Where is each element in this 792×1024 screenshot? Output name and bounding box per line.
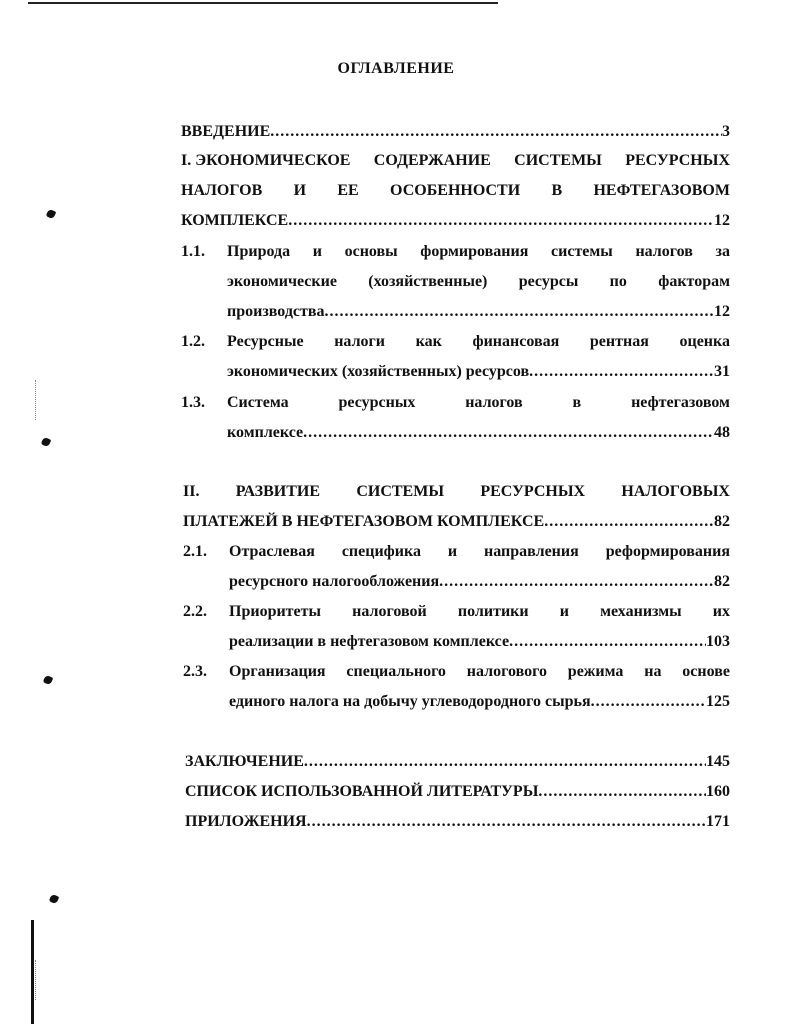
toc-entry-label: СПИСОК ИСПОЛЬЗОВАННОЙ ЛИТЕРАТУРЫ xyxy=(185,783,539,800)
word: основы xyxy=(344,243,398,260)
section-number: 2.2. xyxy=(183,603,207,620)
word: нефтегазовом xyxy=(631,394,730,411)
word: политики xyxy=(457,603,529,620)
word: специального xyxy=(346,663,446,680)
word: факторам xyxy=(658,273,730,290)
toc-entry-label: ПРИЛОЖЕНИЯ xyxy=(185,813,307,830)
word: Система xyxy=(227,394,289,411)
toc-page-number: 160 xyxy=(706,783,730,800)
toc-page-number: 125 xyxy=(706,693,730,710)
word: СИСТЕМЫ xyxy=(514,152,602,169)
toc-entry-label: ПЛАТЕЖЕЙ В НЕФТЕГАЗОВОМ КОМПЛЕКСЕ xyxy=(183,513,545,530)
word: НЕФТЕГАЗОВОМ xyxy=(593,182,730,199)
toc-section-2-3-line-2 xyxy=(229,692,730,712)
toc-section-2-3-line-1 xyxy=(229,662,730,682)
word: реформирования xyxy=(605,543,730,560)
leader-dots xyxy=(544,512,714,532)
scan-speck xyxy=(46,209,57,220)
toc-entry-label: ВВЕДЕНИЕ xyxy=(181,123,271,140)
toc-entry-label: ЗАКЛЮЧЕНИЕ xyxy=(185,753,304,770)
leader-dots xyxy=(325,302,714,322)
toc-page-number: 103 xyxy=(706,633,730,650)
leader-dots xyxy=(307,812,706,832)
word: системы xyxy=(551,243,613,260)
toc-entry-label: производства xyxy=(227,303,325,320)
word: механизмы xyxy=(600,603,682,620)
toc-section-1-3-line-1 xyxy=(227,393,730,413)
word: Ресурсные xyxy=(227,333,304,350)
toc-entry-introduction xyxy=(181,122,730,142)
word: налогового xyxy=(466,663,547,680)
word: I. ЭКОНОМИЧЕСКОЕ xyxy=(181,152,351,169)
scan-speck xyxy=(43,675,54,686)
toc-entry-references xyxy=(185,782,730,802)
word: налоги xyxy=(334,333,386,350)
toc-page-number: 48 xyxy=(714,424,730,441)
word: за xyxy=(715,243,730,260)
word: РАЗВИТИЕ xyxy=(235,483,320,500)
toc-entry-conclusion xyxy=(185,752,730,772)
word: И xyxy=(293,182,307,199)
scan-artifact xyxy=(35,960,37,1000)
word: рентная xyxy=(589,333,649,350)
scan-top-edge xyxy=(28,2,498,4)
toc-chapter-2-line-1 xyxy=(183,482,730,502)
leader-dots xyxy=(591,692,706,712)
toc-section-1-2-line-1 xyxy=(227,332,730,352)
toc-page-number: 12 xyxy=(714,212,730,229)
scan-speck xyxy=(41,437,52,448)
section-number: 1.2. xyxy=(181,333,205,350)
leader-dots xyxy=(529,362,714,382)
word: НАЛОГОВЫХ xyxy=(621,483,730,500)
toc-chapter-1-line-1 xyxy=(181,151,730,171)
word: Приоритеты xyxy=(229,603,321,620)
word: (хозяйственные) xyxy=(368,273,488,290)
toc-section-2-2-line-1 xyxy=(229,602,730,622)
word: формирования xyxy=(420,243,529,260)
word: ресурсных xyxy=(338,394,416,411)
leader-dots xyxy=(509,632,706,652)
toc-section-1-2-line-2 xyxy=(227,362,730,382)
word: ресурсы xyxy=(518,273,579,290)
toc-page-number: 82 xyxy=(714,573,730,590)
leader-dots xyxy=(303,423,714,443)
word: финансовая xyxy=(472,333,560,350)
word: и xyxy=(447,543,458,560)
word: ОСОБЕННОСТИ xyxy=(390,182,521,199)
toc-section-2-1-line-2 xyxy=(229,572,730,592)
word: НАЛОГОВ xyxy=(181,182,263,199)
scan-left-edge xyxy=(31,920,34,1024)
word: СОДЕРЖАНИЕ xyxy=(373,152,491,169)
word: на xyxy=(644,663,662,680)
toc-section-2-2-line-2 xyxy=(229,632,730,652)
page-title: ОГЛАВЛЕНИЕ xyxy=(337,60,455,77)
leader-dots xyxy=(538,782,706,802)
scan-speck xyxy=(49,894,60,905)
toc-page-number: 12 xyxy=(714,303,730,320)
word: экономические xyxy=(227,273,337,290)
word: II. xyxy=(183,483,200,500)
word: и xyxy=(312,243,322,260)
word: В xyxy=(551,182,563,199)
toc-section-1-3-line-2 xyxy=(227,423,730,443)
word: РЕСУРСНЫХ xyxy=(625,152,730,169)
word: оценка xyxy=(679,333,730,350)
toc-entry-label: реализации в нефтегазовом комплексе xyxy=(229,633,510,650)
word: специфика xyxy=(341,543,421,560)
word: Природа xyxy=(227,243,291,260)
word: режима xyxy=(567,663,624,680)
toc-entry-label: единого налога на добычу углеводородного сырья xyxy=(229,693,591,710)
word: основе xyxy=(682,663,730,680)
leader-dots xyxy=(304,752,706,772)
word: налоговой xyxy=(352,603,427,620)
toc-section-1-1-line-2 xyxy=(227,272,730,292)
toc-page-number: 31 xyxy=(714,363,730,380)
leader-dots xyxy=(270,122,722,142)
scan-artifact xyxy=(35,380,37,420)
toc-chapter-2-line-2 xyxy=(183,512,730,532)
toc-page-number: 3 xyxy=(722,123,730,140)
word: в xyxy=(572,394,582,411)
word: ЕЕ xyxy=(337,182,359,199)
word: СИСТЕМЫ xyxy=(356,483,445,500)
word: налогов xyxy=(635,243,693,260)
word: их xyxy=(712,603,730,620)
word: налогов xyxy=(465,394,523,411)
toc-section-2-1-line-1 xyxy=(229,542,730,562)
toc-entry-label: комплексе xyxy=(227,424,304,441)
section-number: 1.3. xyxy=(181,394,205,411)
section-number: 2.3. xyxy=(183,663,207,680)
word: по xyxy=(609,273,627,290)
toc-page-number: 171 xyxy=(706,813,730,830)
toc-chapter-1-line-3 xyxy=(181,211,730,231)
leader-dots xyxy=(439,572,714,592)
section-number: 2.1. xyxy=(183,543,207,560)
toc-entry-appendix xyxy=(185,812,730,832)
section-number: 1.1. xyxy=(181,243,205,260)
toc-section-1-1-line-3 xyxy=(227,302,730,322)
word: Отраслевая xyxy=(229,543,315,560)
leader-dots xyxy=(288,211,714,231)
toc-chapter-1-line-2 xyxy=(181,181,730,201)
word: Организация xyxy=(229,663,326,680)
toc-entry-label: ресурсного налогообложения xyxy=(229,573,440,590)
word: как xyxy=(415,333,442,350)
toc-page-number: 145 xyxy=(706,753,730,770)
toc-section-1-1-line-1 xyxy=(227,242,730,262)
toc-entry-label: КОМПЛЕКСЕ xyxy=(181,212,289,229)
toc-entry-label: экономических (хозяйственных) ресурсов xyxy=(227,363,530,380)
word: и xyxy=(559,603,569,620)
word: РЕСУРСНЫХ xyxy=(480,483,586,500)
toc-page-number: 82 xyxy=(714,513,730,530)
word: направления xyxy=(484,543,579,560)
